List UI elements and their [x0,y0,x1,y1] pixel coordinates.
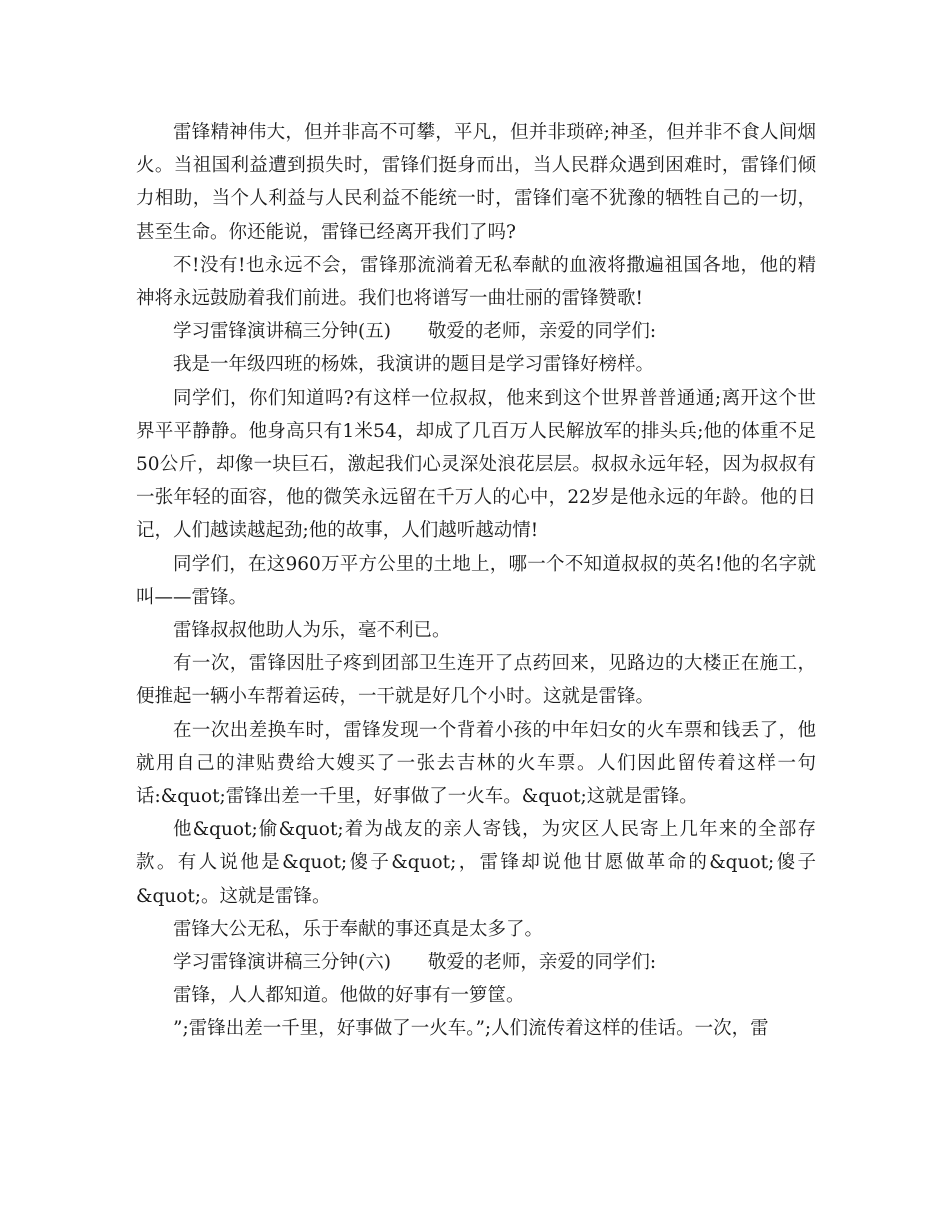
paragraph: 雷锋叔叔他助人为乐，毫不利已。 [173,620,451,642]
paragraph: 不!没有!也永远不会，雷锋那流淌着无私奉献的血液将撒遍祖国各地，他的精神将永远鼓励着我们前进。我们也将谱写一曲壮丽的雷锋赞歌! [136,254,816,310]
paragraph: 我是一年级四班的杨姝，我演讲的题目是学习雷锋好榜样。 [173,354,655,376]
paragraph: 同学们，在这960万平方公里的土地上，哪一个不知道叔叔的英名!他的名字就叫——雷锋。 [136,553,816,608]
paragraph: 雷锋精神伟大，但并非高不可攀，平凡，但并非琐碎;神圣，但并非不食人间烟火。当祖国利益遭到损失时，雷锋们挺身而出，当人民群众遇到困难时，雷锋们倾力相助，当个人利益与人民利益不能统一时，雷锋们毫不犹豫的牺牲自己的一切，甚至生命。你还能说，雷锋已经离开我们了吗? [136,122,816,243]
paragraph: 在一次出差换车时，雷锋发现一个背着小孩的中年妇女的火车票和钱丢了，他就用自己的津贴费给大嫂买了一张去吉林的火车票。人们因此留传着这样一句话:&quot;雷锋出差一千里，好事做了一火车。&quot;这就是雷锋。 [136,719,816,808]
paragraph: 他&quot;偷&quot;着为战友的亲人寄钱，为灾区人民寄上几年来的全部存款。有人说他是&quot;傻子&quot;，雷锋却说他甘愿做革命的&quot;傻子&quot;。这就是雷锋。 [136,819,816,907]
section-heading: 学习雷锋演讲稿三分钟(六) 敬爱的老师，亲爱的同学们: [173,952,657,974]
paragraph: 雷锋大公无私，乐于奉献的事还真是太多了。 [173,918,544,940]
section-heading: 学习雷锋演讲稿三分钟(五) 敬爱的老师，亲爱的同学们: [173,321,657,343]
paragraph: 同学们，你们知道吗?有这样一位叔叔，他来到这个世界普普通通;离开这个世界平平静静。他身高只有1米54，却成了几百万人民解放军的排头兵;他的体重不足50公斤，却像一块巨石，激起我们心灵深处浪花层层。叔叔永远年轻，因为叔叔有一张年轻的面容，他的微笑永远留在千万人的心中，22岁是他永远的年龄。他的日记，人们越读越起劲;他的故事，人们越听越动情! [136,387,816,542]
paragraph: ”;雷锋出差一千里，好事做了一火车。”;人们流传着这样的佳话。一次，雷 [173,1018,769,1040]
document-page [136,116,816,1046]
paragraph: 有一次，雷锋因肚子疼到团部卫生连开了点药回来，见路边的大楼正在施工，便推起一辆小车帮着运砖，一干就是好几个小时。这就是雷锋。 [136,653,816,708]
paragraph: 雷锋，人人都知道。他做的好事有一箩筐。 [173,985,525,1007]
